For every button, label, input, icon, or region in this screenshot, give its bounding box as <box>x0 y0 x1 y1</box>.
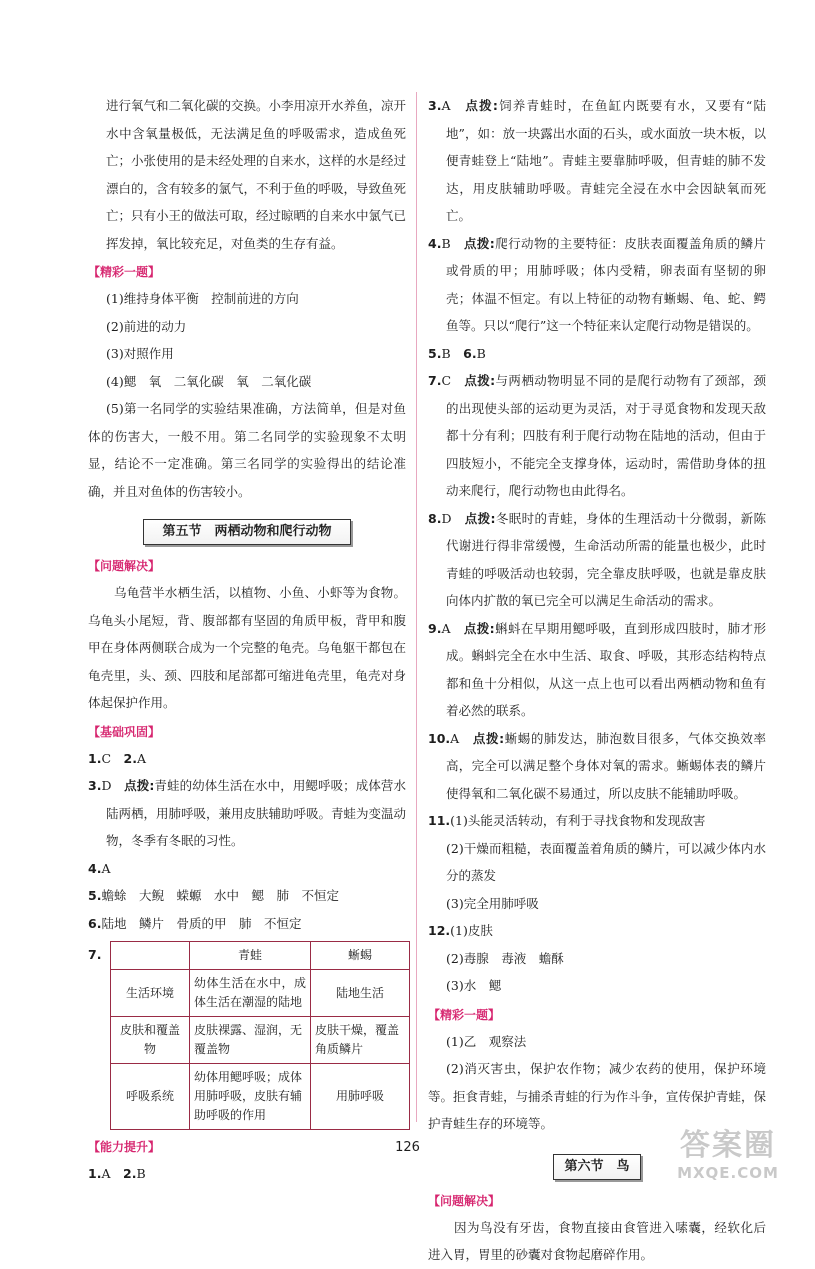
fish-experiment-explanation: 进行氧气和二氧化碳的交换。小李用凉开水养鱼，凉开水中含氧量极低，无法满足鱼的呼吸需求，造成鱼死亡；小张使用的是未经处理的自来水，这样的水是经过漂白的，含有较多的氯气，不利于鱼的呼吸，导致鱼死亡；只有小王的做法可取，经过晾晒的自来水中氯气已挥发掉，氧比较充足，对鱼类的生存有益。 <box>106 98 407 251</box>
row-label-skin: 皮肤和覆盖物 <box>111 1017 190 1064</box>
table-header-row <box>111 942 410 970</box>
watermark-text: 答案圈 <box>680 1128 776 1163</box>
ability-answers-1-2: 1.A 2.B <box>88 1166 146 1181</box>
right-answer-3: 3.A 点拨:饲养青蛙时，在鱼缸内既要有水，又要有“陆地”，如：放一块露出水面的石头，或水面放一块木板，以便青蛙登上“陆地”。青蛙主要靠肺呼吸，但青蛙的肺不发达，用皮肤辅助呼吸。青蛙完全浸在水中会因缺氧而死亡。 <box>428 98 766 223</box>
cell-lizard-respiration: 用肺呼吸 <box>311 1064 410 1130</box>
table-corner-cell <box>111 942 190 970</box>
jingcai-answer-5: (5)第一名同学的实验结果准确，方法简单，但是对鱼体的伤害大，一般不用。第二名同学的实验现象不太明显，结论不一定准确。第三名同学的实验得出的结论准确，并且对鱼体的伤害较小。 <box>88 401 406 499</box>
right-answer-4: 4.B 点拨:爬行动物的主要特征：皮肤表面覆盖角质的鳞片或骨质的甲；用肺呼吸；体内受精，卵表面有坚韧的卵壳；体温不恒定。有以上特征的动物有蜥蜴、龟、蛇、鳄鱼等。只以“爬行”这一个特征来认定爬行动物是错误的。 <box>428 235 766 333</box>
section-title-amphibians-reptiles: 第五节 两栖动物和爬行动物 <box>143 519 351 545</box>
jingcai-answer-2: (2)前进的动力 <box>106 318 187 334</box>
right-answer-12-2: (2)毒腺 毒液 蟾酥 <box>446 950 564 966</box>
page-number: 126 <box>395 1140 420 1155</box>
column-divider <box>416 92 417 1122</box>
row-label-habitat: 生活环境 <box>111 970 190 1017</box>
answer-6: 6.陆地 鳞片 骨质的甲 肺 不恒定 <box>88 915 302 931</box>
table-row <box>111 1064 410 1130</box>
table-header-lizard: 蜥蜴 <box>311 942 410 970</box>
right-answers-5-6: 5.B 6.B <box>428 345 486 361</box>
right-column <box>428 92 766 1269</box>
watermark-domain: MXQE.COM <box>677 1164 779 1182</box>
table-row <box>111 1017 410 1064</box>
right-answer-10: 10.A 点拨:蜥蜴的肺发达，肺泡数目很多，气体交换效率高，完全可以满足整个身体对氧的需求。蜥蜴体表的鳞片使得氧和二氧化碳不易通过，所以皮肤不能辅助呼吸。 <box>428 730 766 801</box>
cell-lizard-skin: 皮肤干燥，覆盖角质鳞片 <box>311 1017 410 1064</box>
row-label-respiration: 呼吸系统 <box>111 1064 190 1130</box>
bird-digestion-explanation: 因为鸟没有牙齿，食物直接由食管进入嗉囊，经软化后进入胃，胃里的砂囊对食物起磨碎作用。 <box>428 1219 766 1262</box>
table-header-frog: 青蛙 <box>190 942 311 970</box>
cell-frog-respiration: 幼体用鳃呼吸；成体用肺呼吸，皮肤有辅助呼吸的作用 <box>190 1064 311 1130</box>
cell-lizard-habitat: 陆地生活 <box>311 970 410 1017</box>
tag-nengli-tisheng: 【能力提升】 <box>88 1140 161 1154</box>
answer-4: 4.A <box>88 860 111 876</box>
frog-lizard-comparison-table <box>110 941 410 1130</box>
tag-jichu-gonggu: 【基础巩固】 <box>88 724 161 739</box>
jingcai-answer-4: (4)鳃 氧 二氧化碳 氧 二氧化碳 <box>106 373 312 389</box>
table-row <box>111 970 410 1017</box>
answer-3: 3.D 点拨:青蛙的幼体生活在水中，用鳃呼吸；成体营水陆两栖，用肺呼吸，兼用皮肤辅助呼吸。青蛙为变温动物，冬季有冬眠的习性。 <box>88 778 407 848</box>
answers-1-2: 1.C 2.A <box>88 750 147 766</box>
right-answer-12-3: (3)水 鳃 <box>446 978 502 993</box>
site-watermark-logo <box>663 1128 793 1190</box>
tag-jingcai-yiti-right: 【精彩一题】 <box>428 1007 501 1022</box>
cell-frog-habitat: 幼体生活在水中，成体生活在潮湿的陆地 <box>190 970 311 1017</box>
answer-5: 5.蟾蜍 大鲵 蝾螈 水中 鳃 肺 不恒定 <box>88 888 339 903</box>
jingcai-answer-1: (1)维持身体平衡 控制前进的方向 <box>106 291 299 306</box>
jingcai-answer-3: (3)对照作用 <box>106 346 174 361</box>
right-jingcai-1: (1)乙 观察法 <box>446 1033 527 1049</box>
left-column <box>88 92 406 1188</box>
tag-wenti-jiejue: 【问题解决】 <box>88 559 161 573</box>
right-answer-11-2: (2)干燥而粗糙，表面覆盖着角质的鳞片，可以减少体内水分的蒸发 <box>446 840 766 883</box>
tag-jingcai-yiti: 【精彩一题】 <box>88 265 161 279</box>
right-answer-12-1: 12.(1)皮肤 <box>428 923 493 938</box>
tag-wenti-jiejue-right: 【问题解决】 <box>428 1193 501 1208</box>
cell-frog-skin: 皮肤裸露、湿润，无覆盖物 <box>190 1017 311 1064</box>
section-title-birds: 第六节 鸟 <box>553 1154 641 1180</box>
answer-7-number: 7. <box>88 947 102 962</box>
right-answer-7: 7.C 点拨:与两栖动物明显不同的是爬行动物有了颈部，颈的出现使头部的运动更为灵活，对于寻觅食物和发现天敌都十分有利；四肢有利于爬行动物在陆地的活动，但由于四肢短小，不能完全支撑身体，运动时，需借助身体的扭动来爬行，爬行动物也由此得名。 <box>428 373 766 498</box>
right-answer-11-3: (3)完全用肺呼吸 <box>446 895 539 911</box>
tortoise-explanation: 乌龟营半水栖生活，以植物、小鱼、小虾等为食物。乌龟头小尾短，背、腹部都有坚固的角质甲板，背甲和腹甲在身体两侧联合成为一个完整的龟壳。乌龟躯干都包在龟壳里，头、颈、四肢和尾部都可缩进龟壳里，龟壳对身体起保护作用。 <box>88 585 406 710</box>
right-jingcai-2: (2)消灭害虫，保护农作物；减少农药的使用，保护环境等。拒食青蛙，与捕杀青蛙的行为作斗争，宣传保护青蛙，保护青蛙生存的环境等。 <box>428 1061 766 1131</box>
right-answer-11-1: 11.(1)头能灵活转动，有利于寻找食物和发现敌害 <box>428 813 706 828</box>
right-answer-9: 9.A 点拨:蝌蚪在早期用鳃呼吸，直到形成四肢时，肺才形成。蝌蚪完全在水中生活、取食、呼吸，其形态结构特点都和鱼十分相似，从这一点上也可以看出两栖动物和鱼有着必然的联系。 <box>428 620 766 718</box>
answer-7-table-block <box>88 941 406 1130</box>
right-answer-8: 8.D 点拨:冬眠时的青蛙，身体的生理活动十分微弱，新陈代谢进行得非常缓慢，生命活动所需的能量也极少，此时青蛙的呼吸活动也较弱，完全靠皮肤呼吸，也就是靠皮肤向体内扩散的氧已完全可以满足生命活动的需求。 <box>428 510 766 608</box>
